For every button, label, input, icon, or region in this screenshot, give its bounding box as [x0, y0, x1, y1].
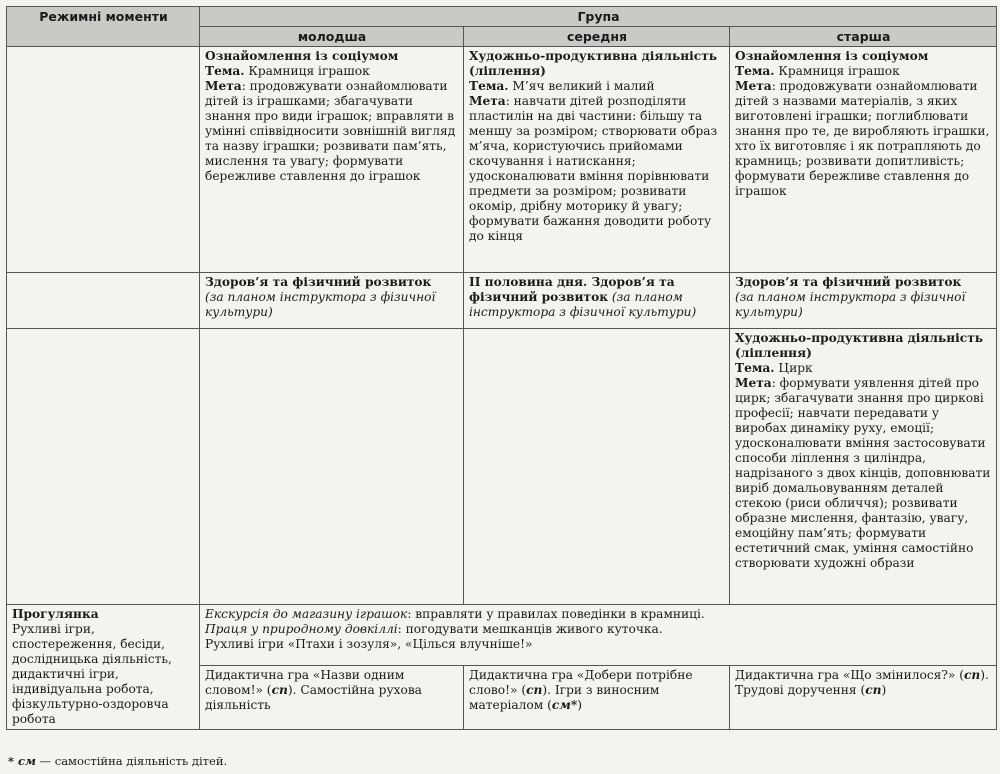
row-old-modeling: [7, 329, 997, 605]
regime-cell-empty: [7, 273, 200, 329]
excursion-text: : вправляти у правилах поведінки в крамниці.: [407, 607, 705, 621]
old-modeling-theme-label: Тема.: [735, 361, 775, 375]
old-walk-cell: [730, 666, 997, 730]
outdoor-games-text: Рухливі ігри «Птахи і зозуля», «Цілься влучніше!»: [205, 637, 533, 651]
group-young-header: молодша: [200, 27, 464, 47]
young-walk-cell: [200, 666, 464, 730]
middle-theme-label: Тема.: [469, 79, 509, 93]
old-walk-abbr: сп: [964, 668, 981, 683]
old-walk-abbr-2: сп: [865, 683, 882, 698]
middle-goal: : навчати дітей розподіляти пластилін на дві частини: більшу та меншу за розміром; створювати образ м’яча, користуючись прийомами скочування і натискання; удосконалювати вміння порівнювати предмети за розміром; розвивати окомір, дрібну моторику й увагу; формувати бажання доводити роботу до кінця: [469, 94, 718, 243]
header-row-1: [7, 7, 997, 27]
regime-cell-empty: [7, 47, 200, 273]
middle-physical-title: ІІ половина дня. Здоров’я та фізичний розвиток: [469, 275, 675, 304]
old-physical-title: Здоров’я та фізичний розвиток: [735, 275, 962, 289]
middle-walk-text-3: ): [577, 698, 583, 713]
old-activity-cell: [730, 47, 997, 273]
row-physical: [7, 273, 997, 329]
footnote: [8, 754, 227, 768]
nature-work-label: Праця у природному довкіллі: [205, 622, 398, 636]
young-activity-title: Ознайомлення із соціумом: [205, 49, 399, 63]
walk-description: Рухливі ігри, спостереження, бесіди, дослідницька діяльність, дидактичні ігри, індивідуальна робота, фізкультурно-оздоровча робота: [12, 622, 172, 726]
walk-regime-cell: [7, 605, 200, 730]
middle-physical-note: (за планом інструктора з фізичної культури): [469, 290, 697, 319]
middle-theme: М’яч великий і малий: [508, 79, 655, 93]
old-theme-label: Тема.: [735, 64, 775, 78]
young-goal: : продовжувати ознайомлювати дітей із іграшками; збагачувати знання про види іграшок; вправляти в умінні співвідносити зовнішній вигляд та назву іграшки; розвивати пам’ять, мислення та увагу; формувати бережливе ставлення до іграшок: [205, 79, 456, 183]
old-walk-text-2: ). Трудові доручення (: [735, 668, 989, 698]
young-theme-label: Тема.: [205, 64, 245, 78]
group-header: Група: [200, 7, 997, 27]
regime-header: Режимні моменти: [7, 7, 200, 47]
middle-walk-text-1: Дидактична гра «Добери потрібне слово!» (: [469, 668, 693, 698]
row-walk: [7, 605, 997, 666]
walk-common-cell: [200, 605, 997, 666]
daily-plan-table: [6, 6, 997, 730]
old-modeling-cell: [730, 329, 997, 605]
middle-walk-abbr: сп: [526, 683, 543, 698]
old-walk-text-3: ): [881, 683, 887, 698]
young-physical-note: (за планом інструктора з фізичної культури): [205, 290, 436, 319]
old-modeling-goal-label: Мета: [735, 376, 772, 390]
old-goal: : продовжувати ознайомлювати дітей з назвами матеріалів, з яких виготовлені іграшки; поглиблювати знання про те, де виробляють іграшки, хто їх виготовляє і як потрапляють до крамниць; розвивати допитливість; формувати бережливе ставлення до іграшок: [735, 79, 990, 198]
middle-walk-abbr-2: см*: [551, 698, 578, 713]
middle-activity-cell: [464, 47, 730, 273]
nature-work-text: : погодувати мешканців живого куточка.: [397, 622, 663, 636]
old-goal-label: Мета: [735, 79, 772, 93]
old-walk-text-1: Дидактична гра «Що змінилося?» (: [735, 668, 964, 683]
young-goal-label: Мета: [205, 79, 242, 93]
old-modeling-goal: : формувати уявлення дітей про цирк; збагачувати знання про циркові професії; навчати передавати у виробах динаміку руху, емоції; удосконалювати вміння застосовувати способи ліплення з циліндра, надрізаного з двох кінців, доповнювати виріб домальовуванням деталей стекою (риси обличчя); розвивати образне мислення, фантазію, увагу, емоційну пам’ять; формувати естетичний смак, уміння самостійно створювати художні образи: [735, 376, 991, 570]
middle-activity-title: Художньо-продуктивна діяльність (ліплення): [469, 49, 718, 78]
row-activities: [7, 47, 997, 273]
young-physical-title: Здоров’я та фізичний розвиток: [205, 275, 432, 289]
excursion-label: Екскурсія до магазину іграшок: [205, 607, 408, 621]
middle-goal-label: Мета: [469, 94, 506, 108]
middle-walk-cell: [464, 666, 730, 730]
group-old-header: старша: [730, 27, 997, 47]
young-activity-cell: [200, 47, 464, 273]
young-physical-cell: [200, 273, 464, 329]
old-modeling-title: Художньо-продуктивна діяльність (ліплення): [735, 331, 984, 360]
old-activity-title: Ознайомлення із соціумом: [735, 49, 929, 63]
young-walk-abbr: сп: [271, 683, 288, 698]
group-middle-header: середня: [464, 27, 730, 47]
middle-walk-text-2: ). Ігри з виносним матеріалом (: [469, 683, 660, 713]
walk-title: Прогулянка: [12, 607, 99, 621]
regime-cell-empty: [7, 329, 200, 605]
middle-empty-cell: [464, 329, 730, 605]
young-empty-cell: [200, 329, 464, 605]
old-physical-cell: [730, 273, 997, 329]
old-modeling-theme: Цирк: [774, 361, 813, 375]
footnote-abbr: * см: [8, 754, 36, 768]
young-theme: Крамниця іграшок: [244, 64, 370, 78]
footnote-text: — самостійна діяльність дітей.: [35, 754, 228, 768]
young-walk-text-1: Дидактична гра «Назви одним словом!» (: [205, 668, 405, 698]
old-theme: Крамниця іграшок: [774, 64, 900, 78]
middle-physical-cell: [464, 273, 730, 329]
old-physical-note: (за планом інструктора з фізичної культури): [735, 290, 966, 319]
young-walk-text-2: ). Самостійна рухова діяльність: [205, 683, 422, 713]
